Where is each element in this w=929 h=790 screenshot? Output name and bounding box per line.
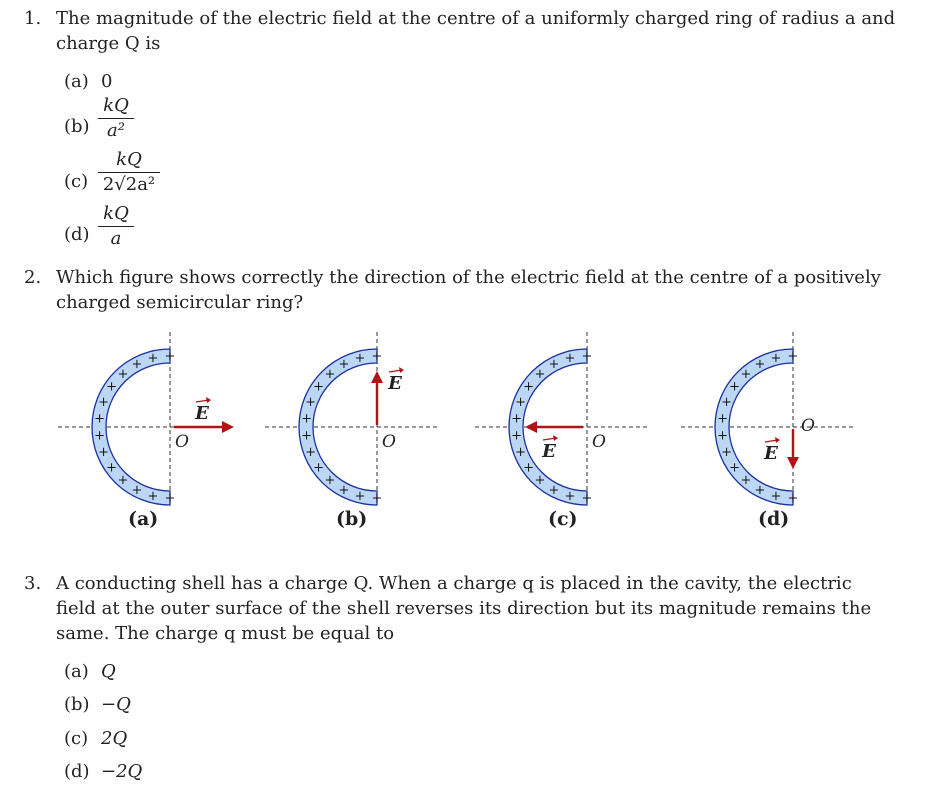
ring-figure (681, 332, 853, 506)
plus-sign: + (729, 379, 741, 395)
plus-sign: + (721, 394, 733, 410)
plus-sign: + (787, 349, 799, 364)
arrowhead (525, 421, 537, 433)
figures-svg (0, 320, 929, 540)
denominator: a² (107, 120, 125, 141)
plus-sign: + (164, 349, 176, 364)
centre-label: O (801, 416, 815, 436)
ring-figure (58, 332, 234, 506)
option-value: −2Q (101, 761, 143, 782)
plus-sign: + (515, 394, 527, 410)
question-number: 1. (24, 8, 42, 29)
field-label: E (388, 373, 402, 394)
figure-label: (c) (548, 508, 578, 530)
plus-sign: + (131, 357, 143, 373)
plus-sign: + (740, 366, 752, 382)
option-label: (d) (64, 761, 90, 782)
option-label: (b) (64, 116, 90, 137)
option-value: Q (101, 661, 116, 682)
question-text-line: charged semicircular ring? (56, 292, 304, 313)
option-value: −Q (101, 694, 131, 715)
fraction (98, 150, 160, 195)
arrowhead (787, 457, 799, 469)
question-number: 2. (24, 267, 42, 288)
plus-sign: + (354, 488, 366, 504)
plus-sign: + (511, 428, 522, 444)
plus-sign: + (301, 428, 312, 444)
question-text-line: same. The charge q must be equal to (56, 623, 395, 644)
question-text-line: Which figure shows correctly the direction of the electric field at the centre of a positively (56, 267, 881, 288)
plus-sign: + (98, 394, 110, 410)
plus-sign: + (305, 445, 317, 461)
plus-sign: + (740, 473, 752, 489)
plus-sign: + (770, 488, 782, 504)
fraction (98, 204, 134, 249)
plus-sign: + (523, 460, 535, 476)
option-value: 2Q (101, 728, 128, 749)
denominator: 2√2a² (102, 174, 156, 195)
plus-sign: + (106, 460, 118, 476)
question-text-line: charge Q is (56, 33, 161, 54)
centre-label: O (175, 432, 189, 452)
plus-sign: + (106, 379, 118, 395)
plus-sign: + (313, 460, 325, 476)
figure-label: (a) (128, 508, 159, 530)
figure-label: (d) (758, 508, 790, 530)
plus-sign: + (534, 473, 546, 489)
plus-sign: + (515, 445, 527, 461)
plus-sign: + (511, 411, 522, 427)
denominator: a (110, 228, 122, 249)
numerator: kQ (103, 95, 129, 116)
option-label: (c) (64, 171, 89, 192)
plus-sign: + (548, 482, 560, 498)
question-text-line: The magnitude of the electric field at the centre of a uniformly charged ring of radius a and (56, 8, 896, 29)
plus-sign: + (754, 357, 766, 373)
plus-sign: + (371, 349, 383, 364)
plus-sign: + (717, 411, 728, 427)
plus-sign: + (313, 379, 325, 395)
option-label: (c) (64, 728, 89, 749)
figure-label: (b) (336, 508, 368, 530)
plus-sign: + (548, 357, 560, 373)
centre-label: O (592, 432, 606, 452)
plus-sign: + (164, 491, 176, 506)
option-label: (a) (64, 661, 89, 682)
question-text-line: A conducting shell has a charge Q. When a charge q is placed in the cavity, the electric (56, 573, 852, 594)
option-value: 0 (101, 71, 113, 92)
plus-sign: + (770, 351, 782, 367)
plus-sign: + (117, 366, 129, 382)
plus-sign: + (98, 445, 110, 461)
option-label: (d) (64, 224, 90, 245)
plus-sign: + (147, 488, 159, 504)
field-label: E (542, 441, 556, 462)
plus-sign: + (721, 445, 733, 461)
plus-sign: + (371, 491, 383, 506)
arrowhead (222, 421, 234, 433)
question-number: 3. (24, 573, 42, 594)
plus-sign: + (131, 482, 143, 498)
plus-sign: + (564, 351, 576, 367)
field-label: E (195, 403, 209, 424)
plus-sign: + (94, 411, 105, 427)
plus-sign: + (523, 379, 535, 395)
plus-sign: + (301, 411, 312, 427)
plus-sign: + (117, 473, 129, 489)
plus-sign: + (717, 428, 728, 444)
plus-sign: + (305, 394, 317, 410)
question-text-line: field at the outer surface of the shell reverses its direction but its magnitude remains the (56, 598, 872, 619)
field-label: E (764, 443, 778, 464)
plus-sign: + (787, 491, 799, 506)
arrowhead (371, 371, 383, 383)
plus-sign: + (754, 482, 766, 498)
plus-sign: + (94, 428, 105, 444)
plus-sign: + (729, 460, 741, 476)
plus-sign: + (354, 351, 366, 367)
plus-sign: + (581, 491, 593, 506)
plus-sign: + (147, 351, 159, 367)
plus-sign: + (534, 366, 546, 382)
plus-sign: + (338, 482, 350, 498)
plus-sign: + (324, 366, 336, 382)
plus-sign: + (581, 349, 593, 364)
fraction (98, 96, 134, 141)
numerator: kQ (116, 149, 142, 170)
option-label: (b) (64, 694, 90, 715)
plus-sign: + (338, 357, 350, 373)
ring-figure (475, 332, 647, 506)
ring-figure (265, 332, 437, 506)
plus-sign: + (324, 473, 336, 489)
plus-sign: + (564, 488, 576, 504)
option-label: (a) (64, 71, 89, 92)
centre-label: O (382, 432, 396, 452)
numerator: kQ (103, 203, 129, 224)
